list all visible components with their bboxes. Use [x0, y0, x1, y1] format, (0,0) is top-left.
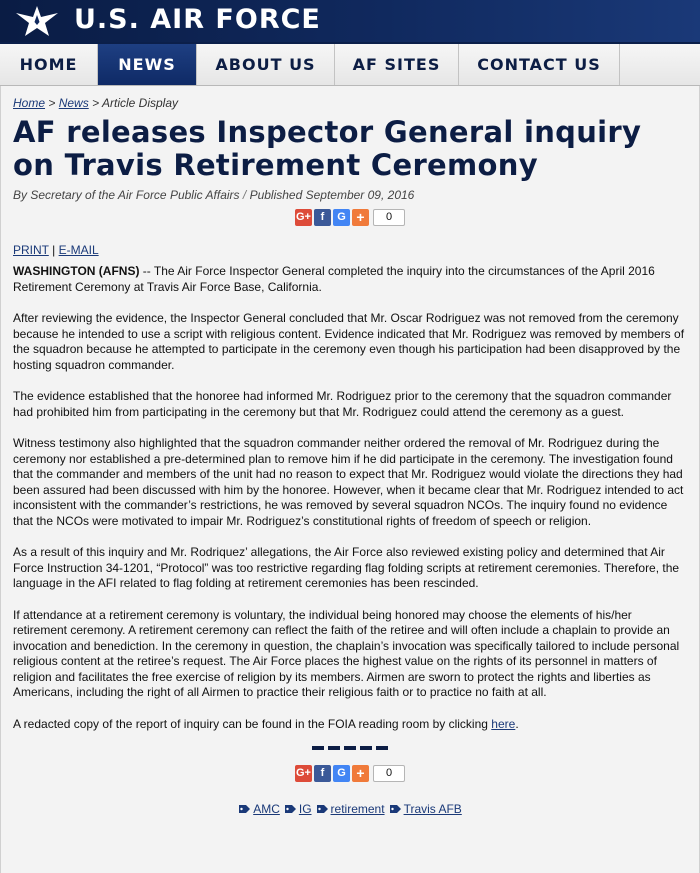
tag-retirement — [316, 802, 385, 816]
paragraph: Witness testimony also highlighted that the squadron commander neither ordered the removal of Mr. Rodriguez during the ceremony nor established a pre-determined plan to remove him if he did participate in the ceremony. The investigation found that the commander and members of the unit had no reason to expect that Mr. Rodriguez would violate the directions they had been assured had been discussed with him by the honoree. However, when it became clear that Mr. Rodriguez intended to act inconsistent with the commander’s restrictions, he was removed by several squadron NCOs. The inquiry found no evidence that the NCOs were motivated to impair Mr. Rodriguez’s constitutional rights of freedom of speech or religion. — [13, 436, 684, 528]
paragraph: The evidence established that the honoree had informed Mr. Rodriguez prior to the ceremony that the squadron commander had prohibited him from participating in the ceremony but that Mr. Rodriguez could attend the ceremony as a guest. — [13, 389, 672, 419]
byline — [13, 188, 687, 202]
breadcrumb — [13, 96, 687, 110]
breadcrumb-news[interactable]: News — [58, 96, 89, 110]
add-share-icon[interactable]: + — [352, 765, 369, 782]
breadcrumb-home[interactable]: Home — [13, 96, 46, 110]
site-header — [0, 0, 700, 42]
breadcrumb-sep: > — [48, 96, 56, 110]
google-icon[interactable]: G — [333, 765, 350, 782]
article-body — [13, 264, 687, 732]
byline-author: By Secretary of the Air Force Public Affairs — [13, 188, 240, 202]
tag-icon — [389, 804, 402, 814]
tag-icon — [238, 804, 251, 814]
nav-af-sites[interactable]: AF SITES — [335, 44, 459, 85]
paragraph-end: . — [515, 716, 519, 731]
dateline: WASHINGTON (AFNS) — [13, 264, 140, 278]
paragraph — [13, 717, 687, 733]
nav-contact-us[interactable]: CONTACT US — [459, 44, 620, 85]
foia-link[interactable]: here — [491, 716, 516, 731]
paragraph-text: A redacted copy of the report of inquiry can be found in the FOIA reading room by clicking — [13, 716, 488, 731]
print-link[interactable]: PRINT — [13, 243, 49, 257]
main-nav — [0, 42, 700, 86]
google-plus-icon[interactable]: G+ — [295, 209, 312, 226]
share-count: 0 — [373, 209, 405, 226]
tag-link[interactable]: retirement — [330, 802, 385, 816]
nav-home[interactable]: HOME — [0, 44, 98, 85]
share-bar-top — [13, 208, 687, 226]
air-force-wings-logo[interactable] — [14, 3, 60, 39]
tag-ig — [284, 802, 312, 816]
paragraph: If attendance at a retirement ceremony is voluntary, the individual being honored may choose the elements of his/her retirement ceremony. A retirement ceremony can reflect the faith of the retiree and will often include a chaplain to provide an invocation and benediction. In the ceremony in question, the chaplain’s invocation was specifically tailored to include personal religious content at the retiree’s request. The Air Force places the highest value on the rights of its personnel in matters of religion and facilitates the free exercise of religion by its members. Airmen are sworn to protect the rights and liberties as Americans, including the right of all Airmen to practice their religious faith or to practice no faith at all. — [13, 607, 680, 699]
tag-link[interactable]: AMC — [253, 802, 280, 816]
article-tools — [13, 243, 687, 257]
paragraph: After reviewing the evidence, the Inspector General concluded that Mr. Oscar Rodriguez was not removed from the ceremony because he intended to use a script with religious content. Evidence indicated that Mr. Rodriguez was removed by members of the squadron because he attempted to participate in the ceremony even though his participation had been disapproved by the hosting squadron commander. — [13, 311, 685, 372]
tag-link[interactable]: Travis AFB — [403, 802, 462, 816]
tag-icon — [316, 804, 329, 814]
google-icon[interactable]: G — [333, 209, 350, 226]
breadcrumb-current: Article Display — [101, 96, 179, 110]
tag-amc — [238, 802, 280, 816]
paragraph — [13, 264, 687, 295]
tag-list — [13, 802, 687, 816]
article-page — [0, 86, 700, 873]
tag-travis-afb — [389, 802, 462, 816]
article-title: AF releases Inspector General inquiry on Travis Retirement Ceremony — [13, 115, 642, 182]
nav-news[interactable]: NEWS — [98, 44, 197, 85]
facebook-icon[interactable]: f — [314, 765, 331, 782]
share-count: 0 — [373, 765, 405, 782]
tag-link[interactable]: IG — [298, 802, 312, 816]
email-link[interactable]: E-MAIL — [58, 243, 99, 257]
section-divider — [13, 746, 687, 750]
byline-sep: / — [242, 188, 247, 202]
byline-published: Published September 09, 2016 — [249, 188, 415, 202]
google-plus-icon[interactable]: G+ — [295, 765, 312, 782]
breadcrumb-sep: > — [92, 96, 100, 110]
paragraph-text: -- The Air Force Inspector General completed the inquiry into the circumstances of the April 2016 Retirement Ceremony at Travis Air Force Base, California. — [13, 264, 655, 294]
share-bar-bottom — [13, 764, 687, 782]
site-title[interactable]: U.S. AIR FORCE — [74, 4, 321, 35]
add-share-icon[interactable]: + — [352, 209, 369, 226]
facebook-icon[interactable]: f — [314, 209, 331, 226]
paragraph: As a result of this inquiry and Mr. Rodriquez’ allegations, the Air Force also reviewed existing policy and determined that Air Force Instruction 34-1201, “Protocol” was too restrictive regarding flag folding scripts at retirement ceremonies. Therefore, the language in the AFI related to flag folding at retirement ceremonies has been rescinded. — [13, 545, 680, 590]
tools-sep: | — [52, 243, 56, 257]
nav-about-us[interactable]: ABOUT US — [197, 44, 335, 85]
tag-icon — [284, 804, 297, 814]
